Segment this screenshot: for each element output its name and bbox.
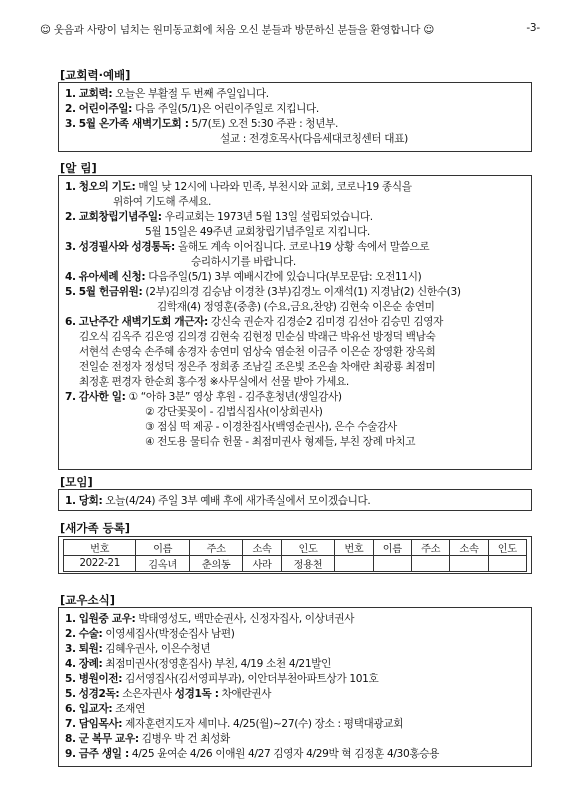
news-item: 6. 입교자: 조재연 — [65, 703, 145, 715]
table-cell: 춘의동 — [189, 556, 243, 572]
news-box — [58, 607, 532, 767]
notice-item: 6. 고난주간 새벽기도회 개근자: 강신숙 권순자 김경순2 김미경 김선아 김승민 김영자 — [65, 316, 443, 328]
table-cell: 김옥녀 — [136, 556, 190, 572]
table-row — [64, 556, 527, 572]
worship-section-title: [교회력·예배] — [60, 68, 131, 82]
table-cell — [411, 556, 449, 572]
table-cell: 2022-21 — [64, 556, 136, 572]
table-header-cell: 인도 — [281, 540, 335, 556]
table-cell — [335, 556, 373, 572]
table-header-cell: 소속 — [243, 540, 281, 556]
notice-section-title: [알 림] — [60, 161, 97, 175]
table-header-cell: 이름 — [373, 540, 411, 556]
notice-box — [58, 175, 532, 470]
notice-item: 5. 5월 헌금위원: (2부)김의경 김승남 이경찬 (3부)김경노 이재석(1) 지경남(2) 신한수(3) — [65, 286, 461, 298]
news-section-title: [교우소식] — [60, 593, 115, 607]
header-welcome-text: ☺ 웃음과 사랑이 넘치는 원미동교회에 처음 오신 분들과 방문하신 분들을 환영합니다 ☺ — [40, 24, 435, 36]
worship-item: 3. 5월 온가족 새벽기도회 : 5/7(토) 오전 5:30 주관 : 청년부. — [65, 118, 338, 130]
notice-item-cont: 위하여 기도해 주세요. — [113, 196, 212, 208]
page-number: -3- — [526, 22, 540, 34]
notice-item-cont: 김오식 김옥주 김은영 김의경 김현숙 김현정 민순심 박래근 박유선 방정덕 백남숙 — [79, 331, 436, 343]
table-header-cell: 이름 — [136, 540, 190, 556]
thanks-line: ④ 전도용 물티슈 헌물 - 최점미권사 형제들, 부친 장례 마치고 — [145, 436, 416, 448]
table-header-cell: 주소 — [411, 540, 449, 556]
table-cell — [450, 556, 488, 572]
worship-item: 2. 어린이주일: 다음 주일(5/1)은 어린이주일로 지킵니다. — [65, 103, 319, 115]
notice-item: 4. 유아세례 신청: 다음주일(5/1) 3부 예배시간에 있습니다(부모문답: 오전11시) — [65, 271, 422, 283]
notice-item: 1. 청오의 기도: 매일 낮 12시에 나라와 민족, 부천시와 교회, 코로나19 종식을 — [65, 181, 412, 193]
news-item: 5. 병원이전: 김서영집사(김서영피부과), 이안더부천아파트상가 101호 — [65, 673, 379, 685]
notice-item-cont: 전일순 전정자 정성덕 정은주 정희종 조남길 조은빛 조은솔 차애란 최광룡 최점미 — [79, 361, 436, 373]
newfamily-table — [63, 539, 527, 572]
table-header-row — [64, 540, 527, 556]
meeting-item: 1. 당회: 오늘(4/24) 주일 3부 예배 후에 새가족실에서 모이겠습니다. — [65, 495, 371, 507]
worship-box — [58, 82, 532, 152]
thanks-item: 7. 감사한 일: ① “아하 3분” 영상 후원 - 김주훈청년(생일감사) — [65, 391, 342, 403]
newfamily-box — [58, 536, 532, 574]
notice-item-cont: 최정훈 편경자 한순희 홍수정 ※사무실에서 선물 받아 가세요. — [79, 376, 349, 388]
news-item: 5. 성경2독: 소은자권사 성경1독 : 차애란권사 — [65, 688, 272, 700]
table-cell: 사라 — [243, 556, 281, 572]
notice-item-cont: 김학재(4) 정영훈(중총) (수요,금요,찬양) 김현숙 이은순 송연미 — [157, 301, 435, 313]
table-header-cell: 번호 — [335, 540, 373, 556]
news-item: 1. 입원중 교우: 박태영성도, 백만순권사, 신정자집사, 이상녀권사 — [65, 613, 355, 625]
news-item: 8. 군 복무 교우: 김병우 박 건 최성화 — [65, 733, 230, 745]
notice-item: 3. 성경필사와 성경통독: 올해도 계속 이어집니다. 코로나19 상황 속에서 말씀으로 — [65, 241, 430, 253]
table-header-cell: 번호 — [64, 540, 136, 556]
notice-item-cont: 승리하시기를 바랍니다. — [191, 256, 296, 268]
notice-item-cont: 서현석 손영숙 손주혜 송경자 송연미 엄상숙 염순천 이금주 이은순 장영환 장옥희 — [79, 346, 436, 358]
meeting-section-title: [모임] — [60, 475, 93, 489]
page-header — [40, 22, 540, 37]
news-item: 4. 장례: 최점미권사(정영훈집사) 부친, 4/19 소천 4/21발인 — [65, 658, 331, 670]
table-header-cell: 주소 — [189, 540, 243, 556]
sermon-info: 설교 : 전경호목사(다음세대코칭센터 대표) — [220, 133, 408, 145]
thanks-line: ② 강단꽃꽂이 - 김법식집사(이상희권사) — [145, 406, 323, 418]
notice-item: 2. 교회창립기념주일: 우리교회는 1973년 5월 13일 설립되었습니다. — [65, 211, 373, 223]
news-item: 2. 수술: 이영세집사(박정순집사 남편) — [65, 628, 235, 640]
table-cell: 정용천 — [281, 556, 335, 572]
news-item: 7. 담임목사: 제자훈련지도자 세미나. 4/25(월)~27(수) 장소 : 평택대광교회 — [65, 718, 403, 730]
notice-item-cont: 5월 15일은 49주년 교회창립기념주일로 지킵니다. — [145, 226, 370, 238]
table-cell — [488, 556, 526, 572]
news-item: 9. 금주 생일 : 4/25 윤여순 4/26 이애원 4/27 김영자 4/29박 혁 김정훈 4/30홍승용 — [65, 748, 439, 760]
table-header-cell: 소속 — [450, 540, 488, 556]
newfamily-section-title: [새가족 등록] — [60, 521, 131, 535]
worship-item: 1. 교회력: 오늘은 부활절 두 번째 주일입니다. — [65, 88, 269, 100]
table-cell — [373, 556, 411, 572]
news-item: 3. 퇴원: 김혜우권사, 이은수청년 — [65, 643, 211, 655]
table-header-cell: 인도 — [488, 540, 526, 556]
thanks-line: ③ 점심 떡 제공 - 이경찬집사(백영순권사), 은수 수술감사 — [145, 421, 397, 433]
meeting-box — [58, 489, 532, 511]
